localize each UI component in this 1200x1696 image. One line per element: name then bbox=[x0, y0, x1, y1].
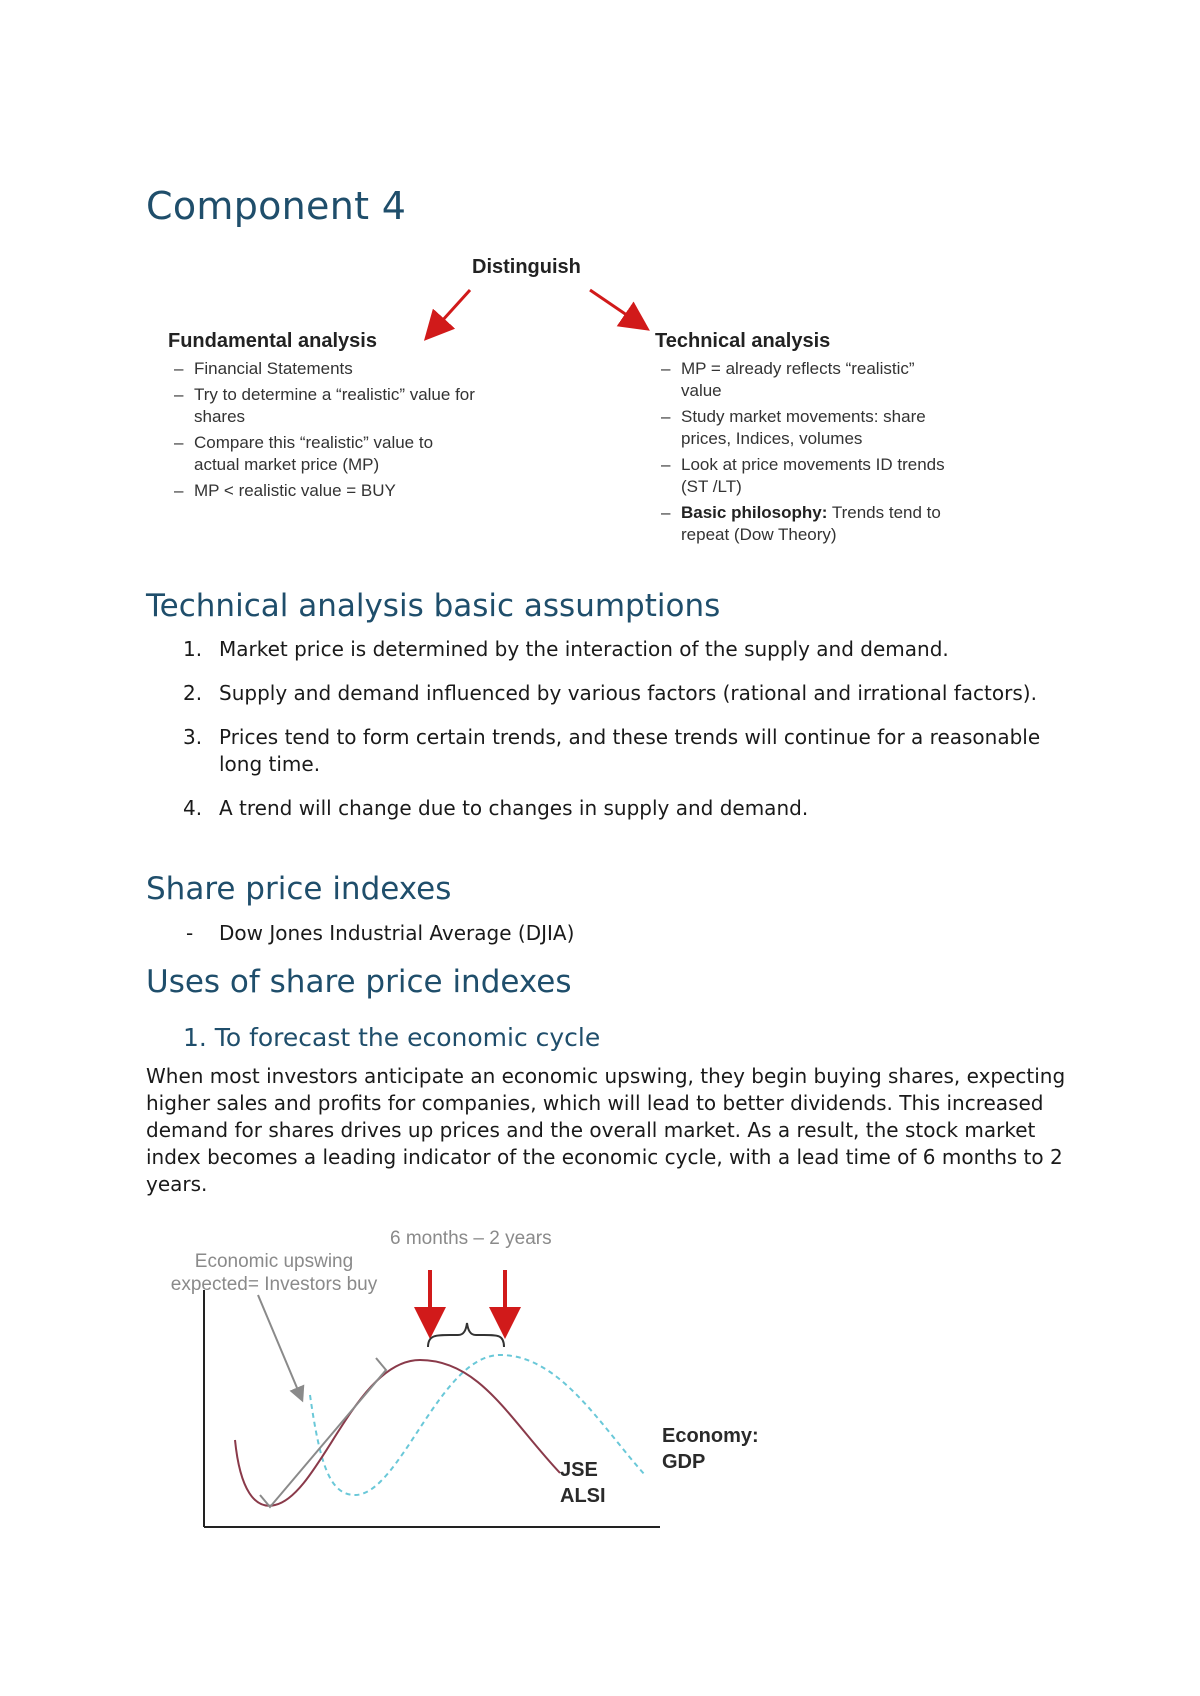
fundamental-analysis-column bbox=[168, 330, 478, 506]
upswing-label: Economic upswing expected= Investors buy bbox=[170, 1251, 378, 1295]
list-item: 3. Prices tend to form certain trends, and these trends will continue for a reasonable long time. bbox=[183, 725, 1041, 776]
fundamental-item: – MP < realistic value = BUY bbox=[174, 481, 396, 500]
indexes-heading: Share price indexes bbox=[146, 871, 452, 907]
technical-item: – Look at price movements ID trends (ST /LT) bbox=[661, 455, 945, 496]
indexes-list bbox=[146, 920, 574, 947]
fundamental-item: – Try to determine a “realistic” value for shares bbox=[174, 385, 475, 426]
distinguish-diagram bbox=[0, 250, 1200, 560]
lead-time-label: 6 months – 2 years bbox=[390, 1228, 552, 1249]
technical-heading: Technical analysis bbox=[655, 330, 831, 352]
right-red-arrow bbox=[590, 290, 640, 324]
economy-gdp-label: Economy: GDP bbox=[662, 1425, 759, 1473]
list-item: 4. A trend will change due to changes in supply and demand. bbox=[183, 796, 809, 820]
list-item: 1. Market price is determined by the interaction of the supply and demand. bbox=[183, 637, 949, 661]
fundamental-item: – Compare this “realistic” value to actual market price (MP) bbox=[174, 433, 434, 474]
jse-alsi-label: JSE ALSI bbox=[560, 1459, 606, 1507]
upswing-bracket bbox=[260, 1358, 386, 1507]
technical-analysis-column bbox=[655, 330, 955, 550]
technical-item: – MP = already reflects “realistic” value bbox=[661, 359, 915, 400]
uses-paragraph: When most investors anticipate an economic upswing, they begin buying shares, expecting higher sales and profits for companies, which will lead to better dividends. This increased demand for shares drives up prices and the overall market. As a result, the stock market index becomes a leading indicator of the economic cycle, with a lead time of 6 months to 2 years. bbox=[146, 1064, 1066, 1196]
distinguish-title: Distinguish bbox=[472, 256, 581, 278]
gray-pointer-arrow bbox=[258, 1295, 300, 1395]
technical-item: – Basic philosophy: Trends tend to repeat (Dow Theory) bbox=[661, 503, 941, 544]
technical-item: – Study market movements: share prices, Indices, volumes bbox=[661, 407, 926, 448]
fundamental-heading: Fundamental analysis bbox=[168, 330, 377, 352]
uses-heading: Uses of share price indexes bbox=[146, 964, 572, 1000]
jse-curve bbox=[235, 1360, 560, 1506]
assumptions-heading: Technical analysis basic assumptions bbox=[146, 588, 721, 624]
left-red-arrow bbox=[432, 290, 470, 332]
page-title: Component 4 bbox=[146, 184, 407, 228]
list-item: 2. Supply and demand influenced by various factors (rational and irrational factors). bbox=[183, 681, 1037, 705]
lead-time-brace bbox=[428, 1323, 504, 1347]
list-item: - Dow Jones Industrial Average (DJIA) bbox=[186, 921, 575, 945]
uses-subheading: 1. To forecast the economic cycle bbox=[183, 1023, 601, 1052]
fundamental-item: – Financial Statements bbox=[174, 359, 353, 378]
economic-cycle-figure bbox=[140, 1225, 800, 1535]
assumptions-list bbox=[146, 636, 1066, 839]
